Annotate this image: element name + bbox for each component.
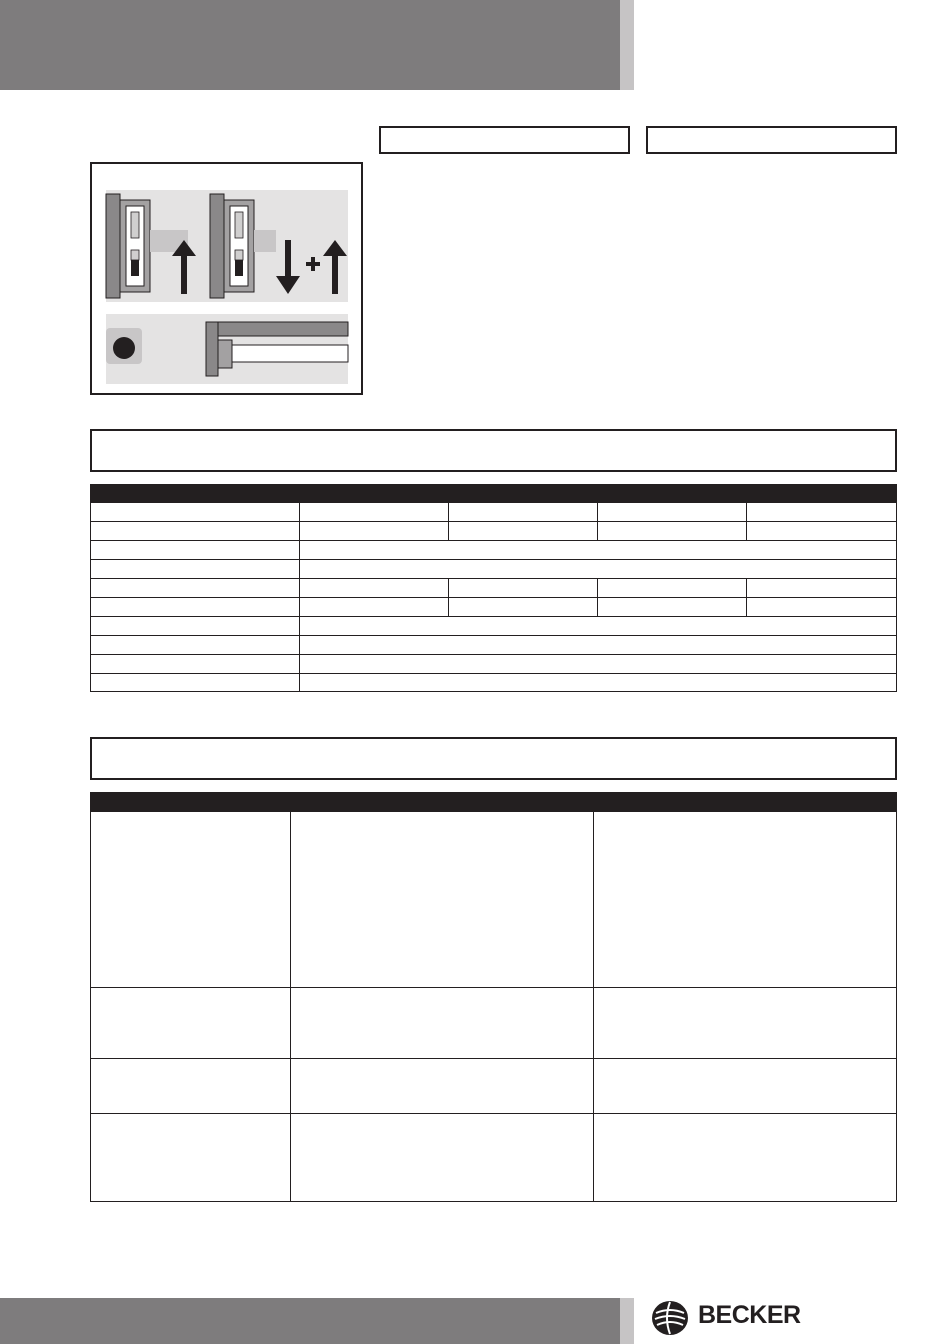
limit-setting-illustration <box>92 164 361 393</box>
troubleshooting-table-header <box>90 792 897 812</box>
table-row <box>90 674 897 692</box>
black-dot-icon <box>113 337 135 359</box>
table-row <box>90 1059 897 1114</box>
table-row <box>90 522 897 541</box>
table-row <box>90 617 897 636</box>
spec-table <box>90 484 897 692</box>
table-row <box>90 579 897 598</box>
becker-logo-icon <box>650 1299 690 1337</box>
header-accent <box>620 0 634 90</box>
table-row <box>90 655 897 674</box>
header-band <box>0 0 620 90</box>
table-row <box>90 636 897 655</box>
troubleshooting-table <box>90 792 897 1202</box>
table-row <box>90 560 897 579</box>
footer-band <box>0 1298 620 1344</box>
table-row <box>90 988 897 1059</box>
footer-accent <box>620 1298 634 1344</box>
header-box-left <box>379 126 630 154</box>
table-row <box>90 1114 897 1202</box>
brand-logo-text: BECKER <box>698 1301 801 1329</box>
table-row <box>90 503 897 522</box>
table-row <box>90 598 897 617</box>
header-box-right <box>646 126 897 154</box>
table-row <box>90 812 897 988</box>
section-heading-box-1 <box>90 429 897 472</box>
setting-figure <box>90 162 363 395</box>
table-row <box>90 541 897 560</box>
section-heading-box-2 <box>90 737 897 780</box>
spec-table-header <box>90 484 897 503</box>
